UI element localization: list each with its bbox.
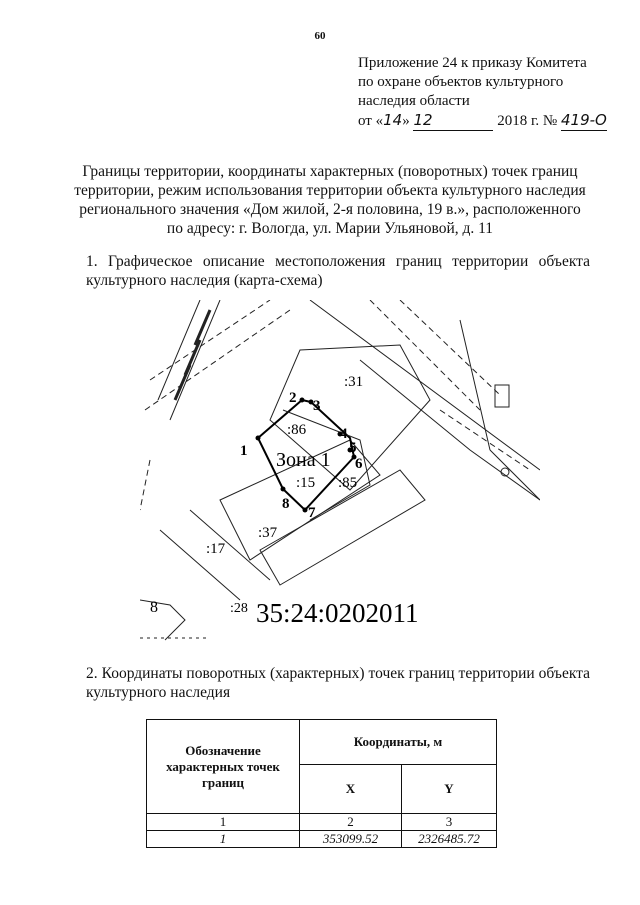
point-marker-8 — [281, 487, 286, 492]
header-y: Y — [402, 765, 497, 814]
parcel-label-85: :85 — [338, 475, 358, 491]
col-number-2: 2 — [300, 814, 402, 831]
year-text: 2018 г. № — [497, 113, 558, 129]
section-2-heading: 2. Координаты поворотных (характерных) точек границ территории объекта культурного наследия — [86, 665, 590, 701]
row-point: 1 — [147, 831, 300, 848]
parcel-label-17: :17 — [206, 541, 226, 557]
parcel-label-37: :37 — [258, 525, 278, 541]
lower-street — [140, 510, 270, 640]
parcel-label-15: :15 — [296, 475, 316, 491]
header-points: Обозначение характерных точек границ — [147, 720, 300, 814]
order-number: 419-О — [560, 111, 607, 129]
parcel-label-28: :28 — [230, 601, 248, 616]
coordinates-table — [146, 719, 497, 848]
appendix-block — [358, 54, 607, 131]
point-label-3: 3 — [313, 398, 321, 414]
parcel-label-86: :86 — [287, 422, 307, 438]
point-label-8: 8 — [282, 496, 290, 512]
parcel-label-31: :31 — [344, 374, 364, 390]
title-line-4: по адресу: г. Вологда, ул. Марии Ульяновой, д. 11 — [166, 220, 494, 237]
right-vertical — [460, 320, 540, 500]
point-marker-7 — [303, 508, 308, 513]
water-strip-edge — [158, 300, 220, 420]
page-number: 60 — [314, 30, 326, 42]
section-1-heading: 1. Графическое описание местоположения границ территории объекта культурного наследия (карта-схема) — [86, 253, 590, 289]
title-line-3: регионального значения «Дом жилой, 2-я половина, 19 в.», расположенного — [79, 201, 581, 218]
header-x: X — [300, 765, 402, 814]
table-row — [147, 831, 497, 848]
outer-point-label: 8 — [150, 599, 158, 616]
title-line-1: Границы территории, координаты характерных (поворотных) точек границ — [82, 163, 578, 180]
appendix-line-3: наследия области — [358, 93, 470, 109]
small-building — [495, 385, 509, 407]
point-marker-1 — [256, 436, 261, 441]
row-x: 353099.52 — [300, 831, 402, 848]
point-label-4: 4 — [340, 426, 348, 442]
table-numbering-row — [147, 814, 497, 831]
water-strip-hatch — [175, 310, 210, 400]
appendix-line-2: по охране объектов культурного — [358, 74, 564, 90]
cadastral-map — [140, 300, 540, 650]
date-day: 14 — [383, 111, 403, 129]
dashed-road — [145, 300, 500, 410]
point-label-7: 7 — [308, 505, 316, 521]
col-number-3: 3 — [402, 814, 497, 831]
point-label-6: 6 — [355, 456, 363, 472]
zone-1-label: Зона 1 — [276, 449, 331, 471]
cadastral-quarter-number: 35:24:0202011 — [256, 598, 419, 628]
appendix-line-1: Приложение 24 к приказу Комитета — [358, 55, 587, 71]
point-label-2: 2 — [289, 390, 297, 406]
appendix-date-line — [358, 111, 607, 131]
title-line-2: территории, режим использования территории объекта культурного наследия — [74, 182, 586, 199]
point-label-1: 1 — [240, 443, 248, 459]
street-edge — [310, 300, 540, 500]
document-title — [70, 162, 590, 238]
point-marker-2 — [300, 398, 305, 403]
date-month: 12 — [413, 111, 493, 131]
point-label-5: 5 — [349, 440, 357, 456]
date-prefix: от « — [358, 113, 384, 129]
header-coordinates: Координаты, м — [300, 720, 497, 765]
row-y: 2326485.72 — [402, 831, 497, 848]
date-mid: » — [402, 113, 414, 129]
col-number-1: 1 — [147, 814, 300, 831]
